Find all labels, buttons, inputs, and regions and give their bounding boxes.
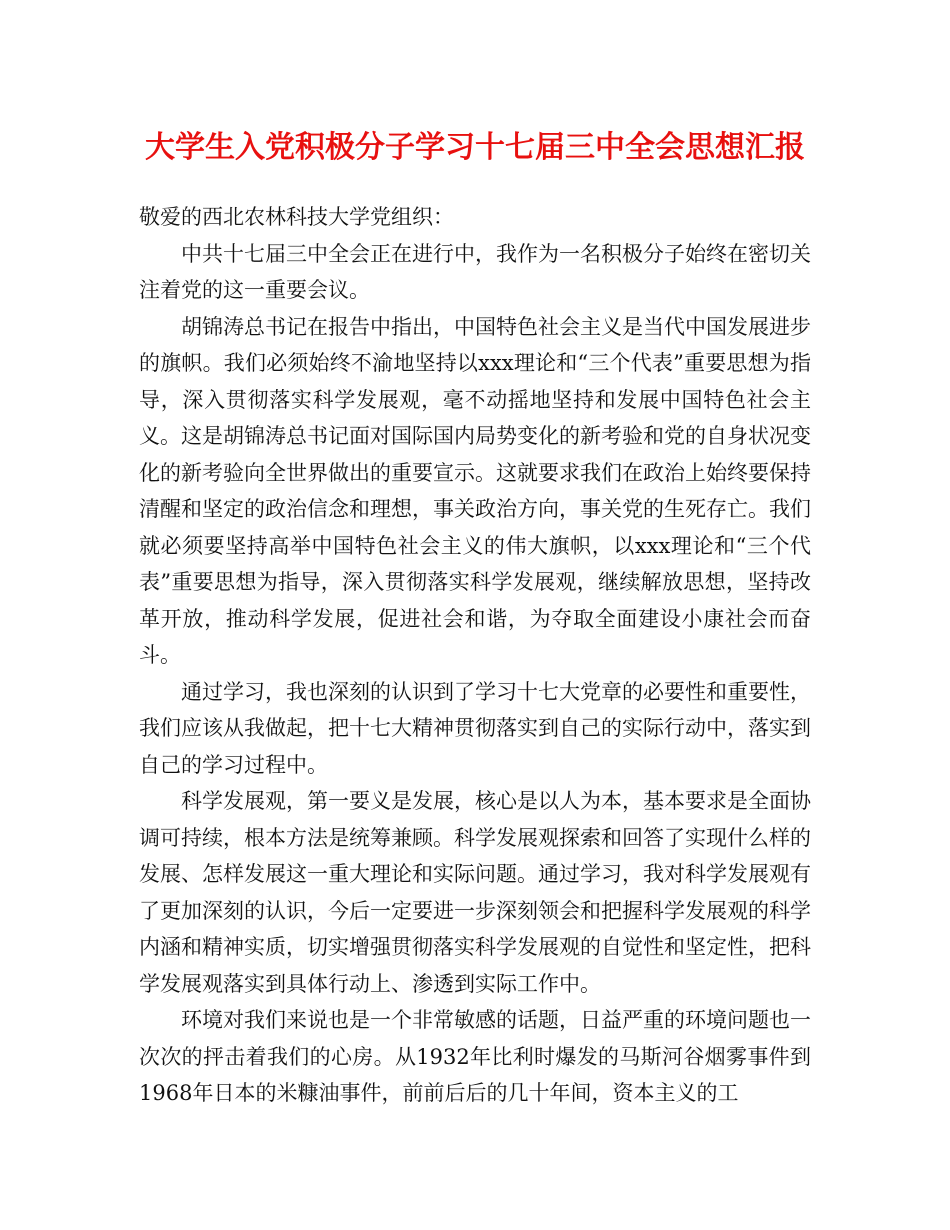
- paragraph-4: 科学发展观，第一要义是发展，核心是以人为本，基本要求是全面协调可持续，根本方法是统筹兼顾。科学发展观探索和回答了实现什么样的发展、怎样发展这一重大理论和实际问题。通过学习，我对科学发展观有了更加深刻的认识，今后一定要进一步深刻领会和把握科学发展观的科学内涵和精神实质，切实增强贯彻落实科学发展观的自觉性和坚定性，把科学发展观落实到具体行动上、渗透到实际工作中。: [139, 789, 811, 996]
- document-title: 大学生入党积极分子学习十七届三中全会思想汇报: [145, 130, 805, 165]
- paragraph-1: 中共十七届三中全会正在进行中，我作为一名积极分子始终在密切关注着党的这一重要会议。: [139, 241, 811, 302]
- paragraph-5: 环境对我们来说也是一个非常敏感的话题，日益严重的环境问题也一次次的抨击着我们的心房。从1932年比利时爆发的马斯河谷烟雾事件到1968年日本的米糠油事件，前前后后的几十年间，资本主义的工: [139, 1008, 811, 1105]
- paragraph-3: 通过学习，我也深刻的认识到了学习十七大党章的必要性和重要性，我们应该从我做起，把十七大精神贯彻落实到自己的实际行动中，落实到自己的学习过程中。: [139, 679, 811, 777]
- document-body: [139, 199, 811, 1112]
- paragraph-2: 胡锦涛总书记在报告中指出，中国特色社会主义是当代中国发展进步的旗帜。我们必须始终不渝地坚持以xxx理论和“三个代表”重要思想为指导，深入贯彻落实科学发展观，毫不动摇地坚持和发展中国特色社会主义。这是胡锦涛总书记面对国际国内局势变化的新考验和党的自身状况变化的新考验向全世界做出的重要宣示。这就要求我们在政治上始终要保持清醒和坚定的政治信念和理想，事关政治方向，事关党的生死存亡。我们就必须要坚持高举中国特色社会主义的伟大旗帜，以xxx理论和“三个代表”重要思想为指导，深入贯彻落实科学发展观，继续解放思想，坚持改革开放，推动科学发展，促进社会和谐，为夺取全面建设小康社会而奋斗。: [139, 314, 811, 667]
- salutation: 敬爱的西北农林科技大学党组织：: [139, 205, 454, 229]
